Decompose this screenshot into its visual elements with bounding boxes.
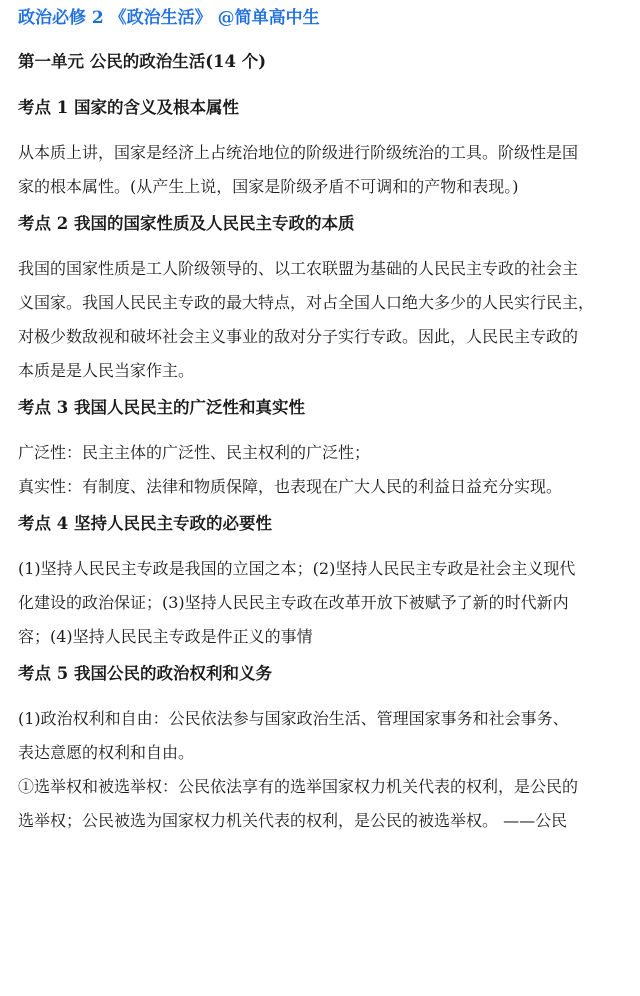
point-heading: 考点 5 我国公民的政治权利和义务 <box>18 664 272 683</box>
body-line: 真实性：有制度、法律和物质保障，也表现在广大人民的利益日益充分实现。 <box>18 477 563 496</box>
body-line: 我国的国家性质是工人阶级领导的、以工农联盟为基础的人民民主专政的社会主 <box>18 259 579 278</box>
body-line: 本质是是人民当家作主。 <box>18 361 195 380</box>
body-line: 义国家。我国人民民主专政的最大特点，对占全国人口绝大多少的人民实行民主， <box>18 293 595 312</box>
point-body <box>18 136 626 204</box>
point-heading: 考点 2 我国的国家性质及人民民主专政的本质 <box>18 214 355 233</box>
point-4 <box>18 512 626 654</box>
point-body <box>18 552 626 654</box>
document-header: 政治必修 2 《政治生活》 @简单高中生 <box>18 8 320 28</box>
point-heading: 考点 4 坚持人民民主专政的必要性 <box>18 514 272 533</box>
body-line: 家的根本属性。(从产生上说，国家是阶级矛盾不可调和的产物和表现。) <box>18 177 519 196</box>
body-line: (1)政治权利和自由：公民依法参与国家政治生活、管理国家事务和社会事务、 <box>18 709 569 728</box>
point-3 <box>18 396 626 504</box>
body-line: (1)坚持人民民主专政是我国的立国之本；(2)坚持人民民主专政是社会主义现代 <box>18 559 576 578</box>
point-heading: 考点 1 国家的含义及根本属性 <box>18 98 239 117</box>
point-body <box>18 702 626 838</box>
body-line: 对极少数敌视和破坏社会主义事业的敌对分子实行专政。因此，人民民主专政的 <box>18 327 579 346</box>
point-2 <box>18 212 626 388</box>
point-body <box>18 436 626 504</box>
body-line: 选举权；公民被选为国家权力机关代表的权利，是公民的被选举权。 ——公民 <box>18 811 568 830</box>
body-line: 广泛性：民主主体的广泛性、民主权利的广泛性； <box>18 443 371 462</box>
point-1 <box>18 96 626 204</box>
body-line: ①选举权和被选举权：公民依法享有的选举国家权力机关代表的权利，是公民的 <box>18 777 579 796</box>
body-line: 容；(4)坚持人民民主专政是件正义的事情 <box>18 627 313 646</box>
body-line: 表达意愿的权利和自由。 <box>18 743 195 762</box>
body-line: 从本质上讲，国家是经济上占统治地位的阶级进行阶级统治的工具。阶级性是国 <box>18 143 579 162</box>
point-heading: 考点 3 我国人民民主的广泛性和真实性 <box>18 398 305 417</box>
point-5 <box>18 662 626 838</box>
unit-title: 第一单元 公民的政治生活(14 个) <box>18 52 267 71</box>
body-line: 化建设的政治保证；(3)坚持人民民主专政在改革开放下被赋予了新的时代新内 <box>18 593 569 612</box>
point-body <box>18 252 626 388</box>
